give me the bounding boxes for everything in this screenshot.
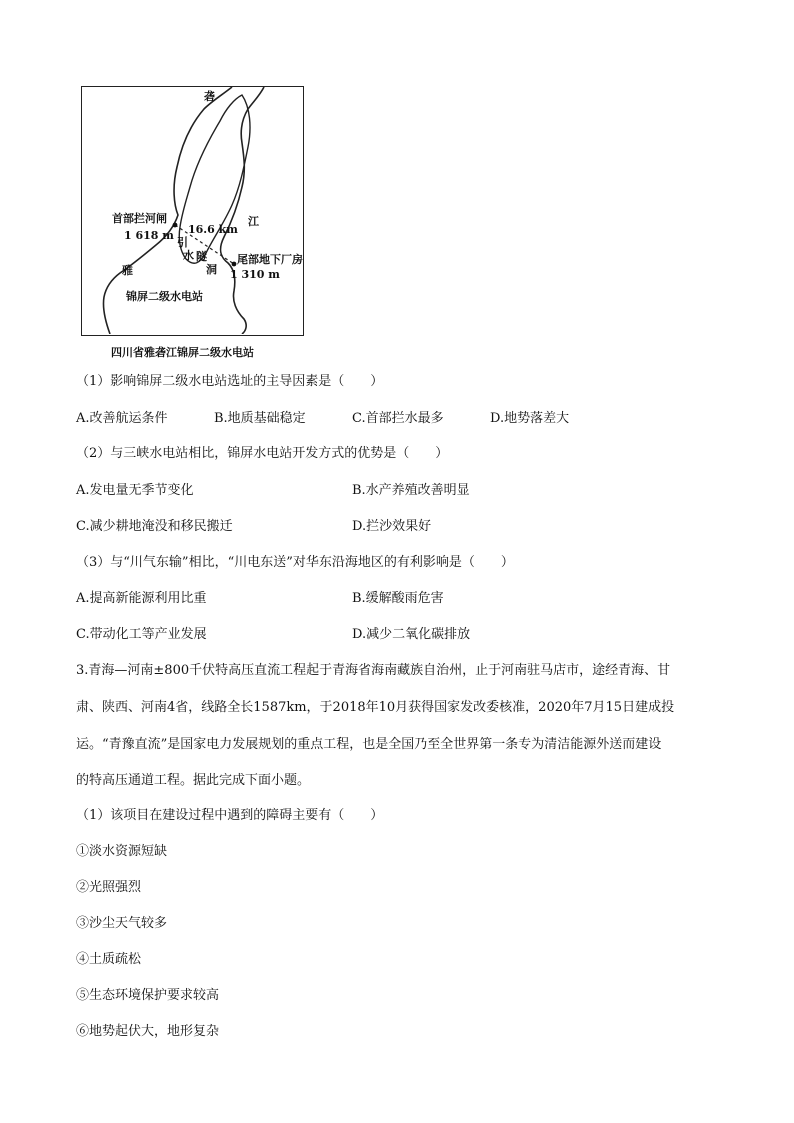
label-sui: 隧 xyxy=(196,250,207,263)
passage-line-1: 3.青海—河南±800千伏特高压直流工程起于青海省海南藏族自治州，止于河南驻马店市，途经青海、甘 xyxy=(76,663,671,678)
q4-item-5: ⑤生态环境保护要求较高 xyxy=(76,988,220,1003)
q1-option-d: D.地势落差大 xyxy=(490,411,570,426)
q3-option-a: A.提高新能源利用比重 xyxy=(76,591,207,606)
label-plant-name: 尾部地下厂房 xyxy=(237,253,303,266)
passage-line-3: 运。“青豫直流”是国家电力发展规划的重点工程，也是全国乃至全世界第一条专为清洁能源外送而建设 xyxy=(76,737,662,752)
q4-item-2: ②光照强烈 xyxy=(76,880,142,895)
label-ya: 雅 xyxy=(122,264,133,277)
label-tunnel-length: 16.6 km xyxy=(188,223,238,236)
q1-stem: （1）影响锦屏二级水电站选址的主导因素是（ ） xyxy=(76,374,384,389)
label-jiang: 江 xyxy=(248,215,259,228)
passage-line-2: 肃、陕西、河南4省，线路全长1587km，于2018年10月获得国家发改委核准，2020年7月15日建成投 xyxy=(76,700,675,715)
map-caption: 四川省雅砻江锦屏二级水电站 xyxy=(111,346,254,359)
label-station: 锦屏二级水电站 xyxy=(126,290,203,303)
q2-option-b: B.水产养殖改善明显 xyxy=(352,483,470,498)
label-yin: 引 xyxy=(177,236,188,249)
q3-stem: （3）与“川气东输”相比，“川电东送”对华东沿海地区的有利影响是（ ） xyxy=(76,555,514,570)
label-intake-elev: 1 618 m xyxy=(124,229,174,242)
river-inner-loop xyxy=(179,95,250,263)
powerhouse-point xyxy=(232,262,237,267)
q3-option-b: B.缓解酸雨危害 xyxy=(352,591,444,606)
q2-option-c: C.减少耕地淹没和移民搬迁 xyxy=(76,519,233,534)
q4-item-4: ④土质疏松 xyxy=(76,952,142,967)
river-bank-right xyxy=(221,87,264,334)
label-rong: 砻 xyxy=(204,90,215,103)
q1-option-b: B.地质基础稳定 xyxy=(214,411,306,426)
q4-item-1: ①淡水资源短缺 xyxy=(76,844,168,859)
label-intake-name: 首部拦河闸 xyxy=(112,212,167,225)
q1-option-c: C.首部拦水最多 xyxy=(352,411,444,426)
q3-option-c: C.带动化工等产业发展 xyxy=(76,627,207,642)
q2-stem: （2）与三峡水电站相比，锦屏水电站开发方式的优势是（ ） xyxy=(76,446,449,461)
label-dong: 洞 xyxy=(206,263,217,276)
q2-option-a: A.发电量无季节变化 xyxy=(76,483,194,498)
q1-option-a: A.改善航运条件 xyxy=(76,411,168,426)
q3-option-d: D.减少二氧化碳排放 xyxy=(352,627,471,642)
passage-line-4: 的特高压通道工程。据此完成下面小题。 xyxy=(76,773,311,788)
intake-point xyxy=(173,223,178,228)
label-shui: 水 xyxy=(183,249,194,262)
q4-stem: （1）该项目在建设过程中遇到的障碍主要有（ ） xyxy=(76,808,384,823)
q2-option-d: D.拦沙效果好 xyxy=(352,519,432,534)
label-plant-elev: 1 310 m xyxy=(230,268,280,281)
map-figure xyxy=(81,86,304,336)
q4-item-3: ③沙尘天气较多 xyxy=(76,916,168,931)
q4-item-6: ⑥地势起伏大，地形复杂 xyxy=(76,1024,220,1039)
